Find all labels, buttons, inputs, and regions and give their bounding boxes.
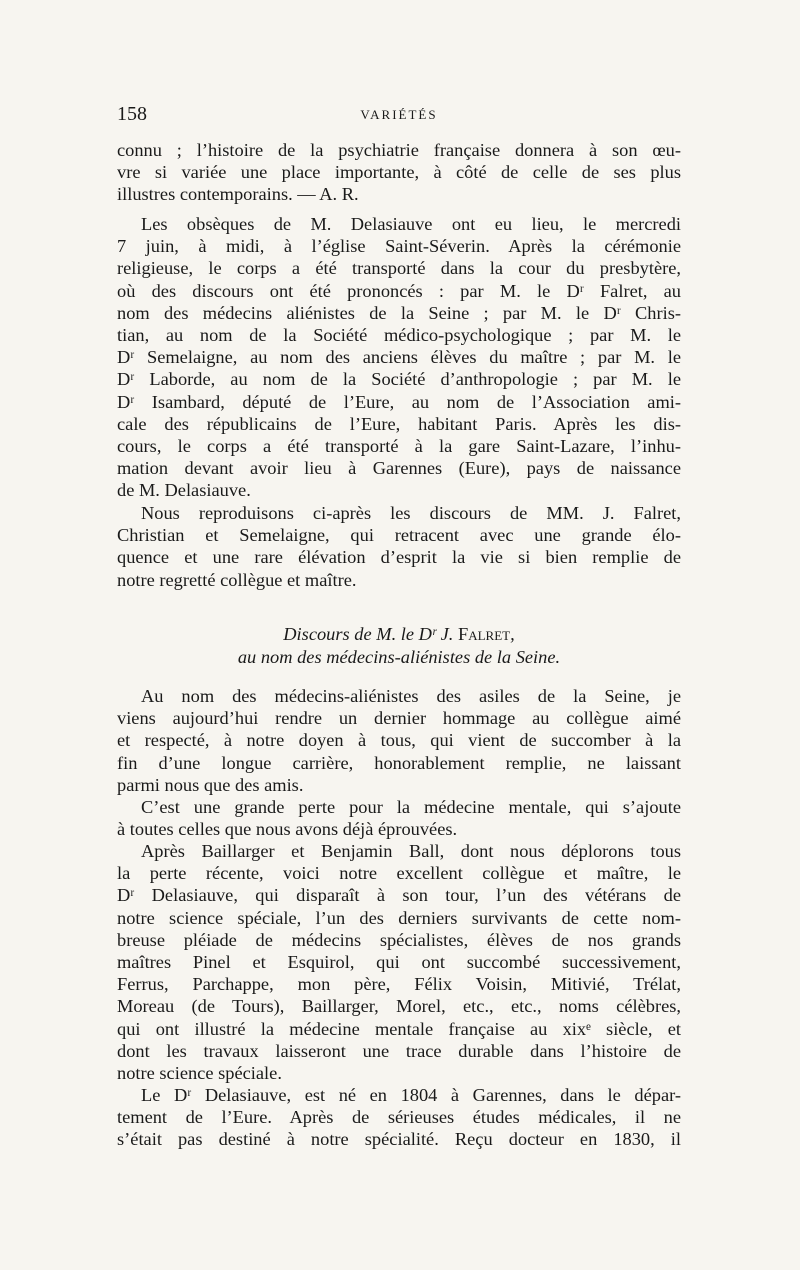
text-line: de M. Delasiauve. [117,480,251,501]
text-line: et respecté, à notre doyen à tous, qui vient de succomber à la [117,730,681,751]
text-line: quence et une rare élévation d’esprit la vie si bien remplie de [117,547,681,568]
text-line: tian, au nom de la Société médico-psychologique ; par M. le [117,325,681,346]
paragraph-4 [117,685,681,796]
page-number: 158 [117,103,147,125]
text-line: parmi nous que des amis. [117,774,304,795]
heading-line-2: au nom des médecins-aliénistes de la Seine. [237,647,561,667]
text-line: Moreau (de Tours), Baillarger, Morel, etc., etc., noms célèbres, [117,996,681,1017]
text-line: Après Baillarger et Benjamin Ball, dont nous déplorons tous [141,841,681,861]
text-line: à toutes celles que nous avons déjà éprouvées. [117,819,458,840]
text-line: notre regretté collègue et maître. [117,569,357,590]
text-line: breuse pléiade de médecins spécialistes, élèves de nos grands [117,929,681,950]
text-line: Ferrus, Parchappe, mon père, Félix Voisin, Mitivié, Trélat, [117,974,681,995]
text-line: vre si variée une place importante, à côté de celle de ses plus [117,162,681,183]
paragraph-2 [117,213,681,502]
running-title: VARIÉTÉS [360,107,438,122]
text-line: nom des médecins aliénistes de la Seine ; par M. le Dʳ Chris- [117,302,681,323]
text-line: illustres contemporains. — A. R. [117,184,359,205]
text-line: notre science spéciale, l’un des derniers survivants de cette nom- [117,907,681,928]
page-header [117,103,681,129]
paragraph-3 [117,502,681,591]
text-line: Au nom des médecins-aliénistes des asiles de la Seine, je [141,686,681,706]
text-line: religieuse, le corps a été transporté dans la cour du presbytère, [117,258,681,279]
paragraph-1 [117,139,681,206]
text-line: 7 juin, à midi, à l’église Saint-Séverin. Après la cérémonie [117,236,681,257]
text-line: Dʳ Laborde, au nom de la Société d’anthropologie ; par M. le [117,369,681,390]
text-line: cours, le corps a été transporté à la gare Saint-Lazare, l’inhu- [117,436,681,457]
text-line: mation devant avoir lieu à Garennes (Eure), pays de naissance [117,458,681,479]
heading-suffix: , [510,624,515,644]
text-line: tement de l’Eure. Après de sérieuses études médicales, il ne [117,1107,681,1128]
text-line: Dʳ Delasiauve, qui disparaît à son tour, l’un des vétérans de [117,885,681,906]
text-line: la perte récente, voici notre excellent collègue et maître, le [117,863,681,884]
text-line: fin d’une longue carrière, honorablement remplie, ne laissant [117,752,681,773]
heading-line-1 [117,623,681,646]
text-line: dont les travaux laisseront une trace durable dans l’histoire de [117,1040,681,1061]
text-line: viens aujourd’hui rendre un dernier hommage au collègue aimé [117,708,681,729]
text-line: cale des républicains de l’Eure, habitant Paris. Après les dis- [117,413,681,434]
text-line: Dʳ Isambard, député de l’Eure, au nom de l’Association ami- [117,391,681,412]
heading-prefix: Discours de M. le Dʳ J. [283,624,458,644]
heading-author-name: Falret [457,624,511,644]
section-heading [117,623,681,669]
text-line: connu ; l’histoire de la psychiatrie française donnera à son œu- [117,140,681,160]
text-line: Nous reproduisons ci-après les discours de MM. J. Falret, [141,503,681,523]
text-line: où des discours ont été prononcés : par M. le Dʳ Falret, au [117,280,681,301]
text-line: Les obsèques de M. Delasiauve ont eu lieu, le mercredi [141,214,681,234]
paragraph-6 [117,840,681,1084]
text-line: maîtres Pinel et Esquirol, qui ont succombé successivement, [117,952,681,973]
paragraph-5 [117,796,681,840]
paragraph-7 [117,1084,681,1151]
text-line: qui ont illustré la médecine mentale française au xixᵉ siècle, et [117,1018,681,1039]
text-line: s’était pas destiné à notre spécialité. Reçu docteur en 1830, il [117,1129,681,1150]
text-line: Le Dʳ Delasiauve, est né en 1804 à Garennes, dans le dépar- [141,1085,681,1105]
text-line: C’est une grande perte pour la médecine mentale, qui s’ajoute [141,797,681,817]
text-line: notre science spéciale. [117,1063,282,1084]
text-line: Christian et Semelaigne, qui retracent avec une grande élo- [117,525,681,546]
text-line: Dʳ Semelaigne, au nom des anciens élèves du maître ; par M. le [117,347,681,368]
